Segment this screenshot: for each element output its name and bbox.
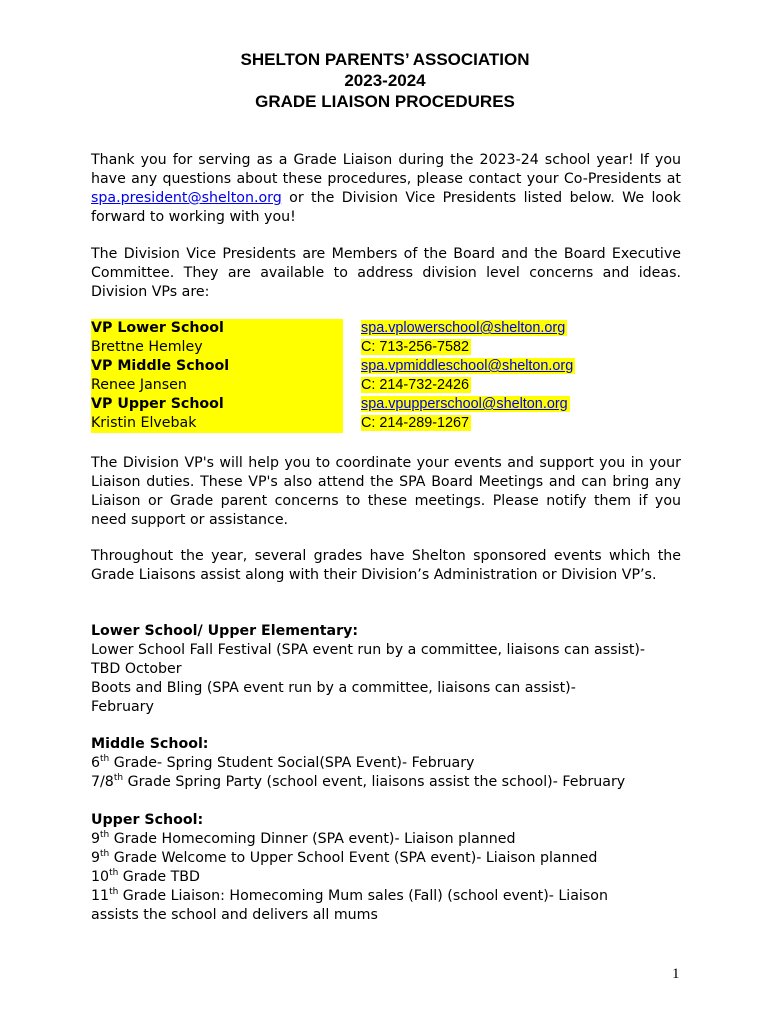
vp-upper-title: VP Upper School <box>91 395 343 414</box>
upper-school-section <box>91 811 681 925</box>
division-vps-paragraph: The Division Vice Presidents are Members of the Board and the Board Executive Committee. They are available to address division level concerns and ideas. Division VPs are: <box>91 246 681 300</box>
lower-school-section <box>91 622 681 717</box>
lower-school-heading: Lower School/ Upper Elementary: <box>91 623 359 639</box>
vp-lower-name: Brettne Hemley <box>91 338 343 357</box>
vp-lower-email-link[interactable]: spa.vplowerschool@shelton.org <box>361 320 566 336</box>
division-vp-help-paragraph: The Division VP's will help you to coordinate your events and support you in your Liaison duties. These VP's also attend the SPA Board Meetings and can bring any Liaison or Grade parent concerns to these meetings. Please notify them if you need support or assistance. <box>91 455 681 528</box>
document-title <box>0 49 770 112</box>
vp-lower-phone: C: 713-256-7582 <box>361 339 470 355</box>
middle-school-heading: Middle School: <box>91 736 209 752</box>
vp-upper-name: Kristin Elvebak <box>91 414 343 433</box>
events-intro-paragraph: Throughout the year, several grades have Shelton sponsored events which the Grade Liaisons assist along with their Division’s Administration or Division VP’s. <box>91 548 681 583</box>
upper-school-item-3: 10th Grade TBD <box>91 868 200 885</box>
vp-middle-name: Renee Jansen <box>91 376 343 395</box>
page-number: 1 <box>672 966 680 982</box>
upper-school-item-4-cont: assists the school and delivers all mums <box>91 907 378 923</box>
vp-upper-phone: C: 214-289-1267 <box>361 415 470 431</box>
upper-school-heading: Upper School: <box>91 812 204 828</box>
vp-lower-title: VP Lower School <box>91 319 343 338</box>
title-org: SHELTON PARENTS’ ASSOCIATION <box>240 50 530 69</box>
intro-text-after: or the Division Vice Presidents listed below. We look forward to working with you! <box>91 190 681 225</box>
title-year: 2023-2024 <box>344 71 426 90</box>
lower-school-item-1-cont: TBD October <box>91 661 182 677</box>
vp-middle-email-link[interactable]: spa.vpmiddleschool@shelton.org <box>361 358 574 374</box>
vp-middle-phone: C: 214-732-2426 <box>361 377 470 393</box>
middle-school-item-2: 7/8th Grade Spring Party (school event, liaisons assist the school)- February <box>91 773 626 790</box>
vp-contacts-column <box>361 319 575 433</box>
lower-school-item-2-cont: February <box>91 699 154 715</box>
upper-school-item-2: 9th Grade Welcome to Upper School Event (SPA event)- Liaison planned <box>91 849 598 866</box>
upper-school-item-4: 11th Grade Liaison: Homecoming Mum sales (Fall) (school event)- Liaison <box>91 887 608 904</box>
vp-names-column <box>91 319 343 433</box>
vp-middle-title: VP Middle School <box>91 357 343 376</box>
middle-school-section <box>91 735 681 792</box>
intro-text-before: Thank you for serving as a Grade Liaison during the 2023-24 school year! If you have any questions about these procedures, please contact your Co-Presidents at <box>91 152 681 187</box>
upper-school-item-1: 9th Grade Homecoming Dinner (SPA event)- Liaison planned <box>91 830 516 847</box>
vp-upper-email-link[interactable]: spa.vpupperschool@shelton.org <box>361 396 568 412</box>
lower-school-item-1: Lower School Fall Festival (SPA event run by a committee, liaisons can assist)- <box>91 642 646 658</box>
lower-school-item-2: Boots and Bling (SPA event run by a committee, liaisons can assist)- <box>91 680 576 696</box>
middle-school-item-1: 6th Grade- Spring Student Social(SPA Event)- February <box>91 754 475 771</box>
president-email-link[interactable]: spa.president@shelton.org <box>91 190 282 206</box>
intro-paragraph <box>91 151 681 227</box>
title-subject: GRADE LIAISON PROCEDURES <box>255 92 515 111</box>
